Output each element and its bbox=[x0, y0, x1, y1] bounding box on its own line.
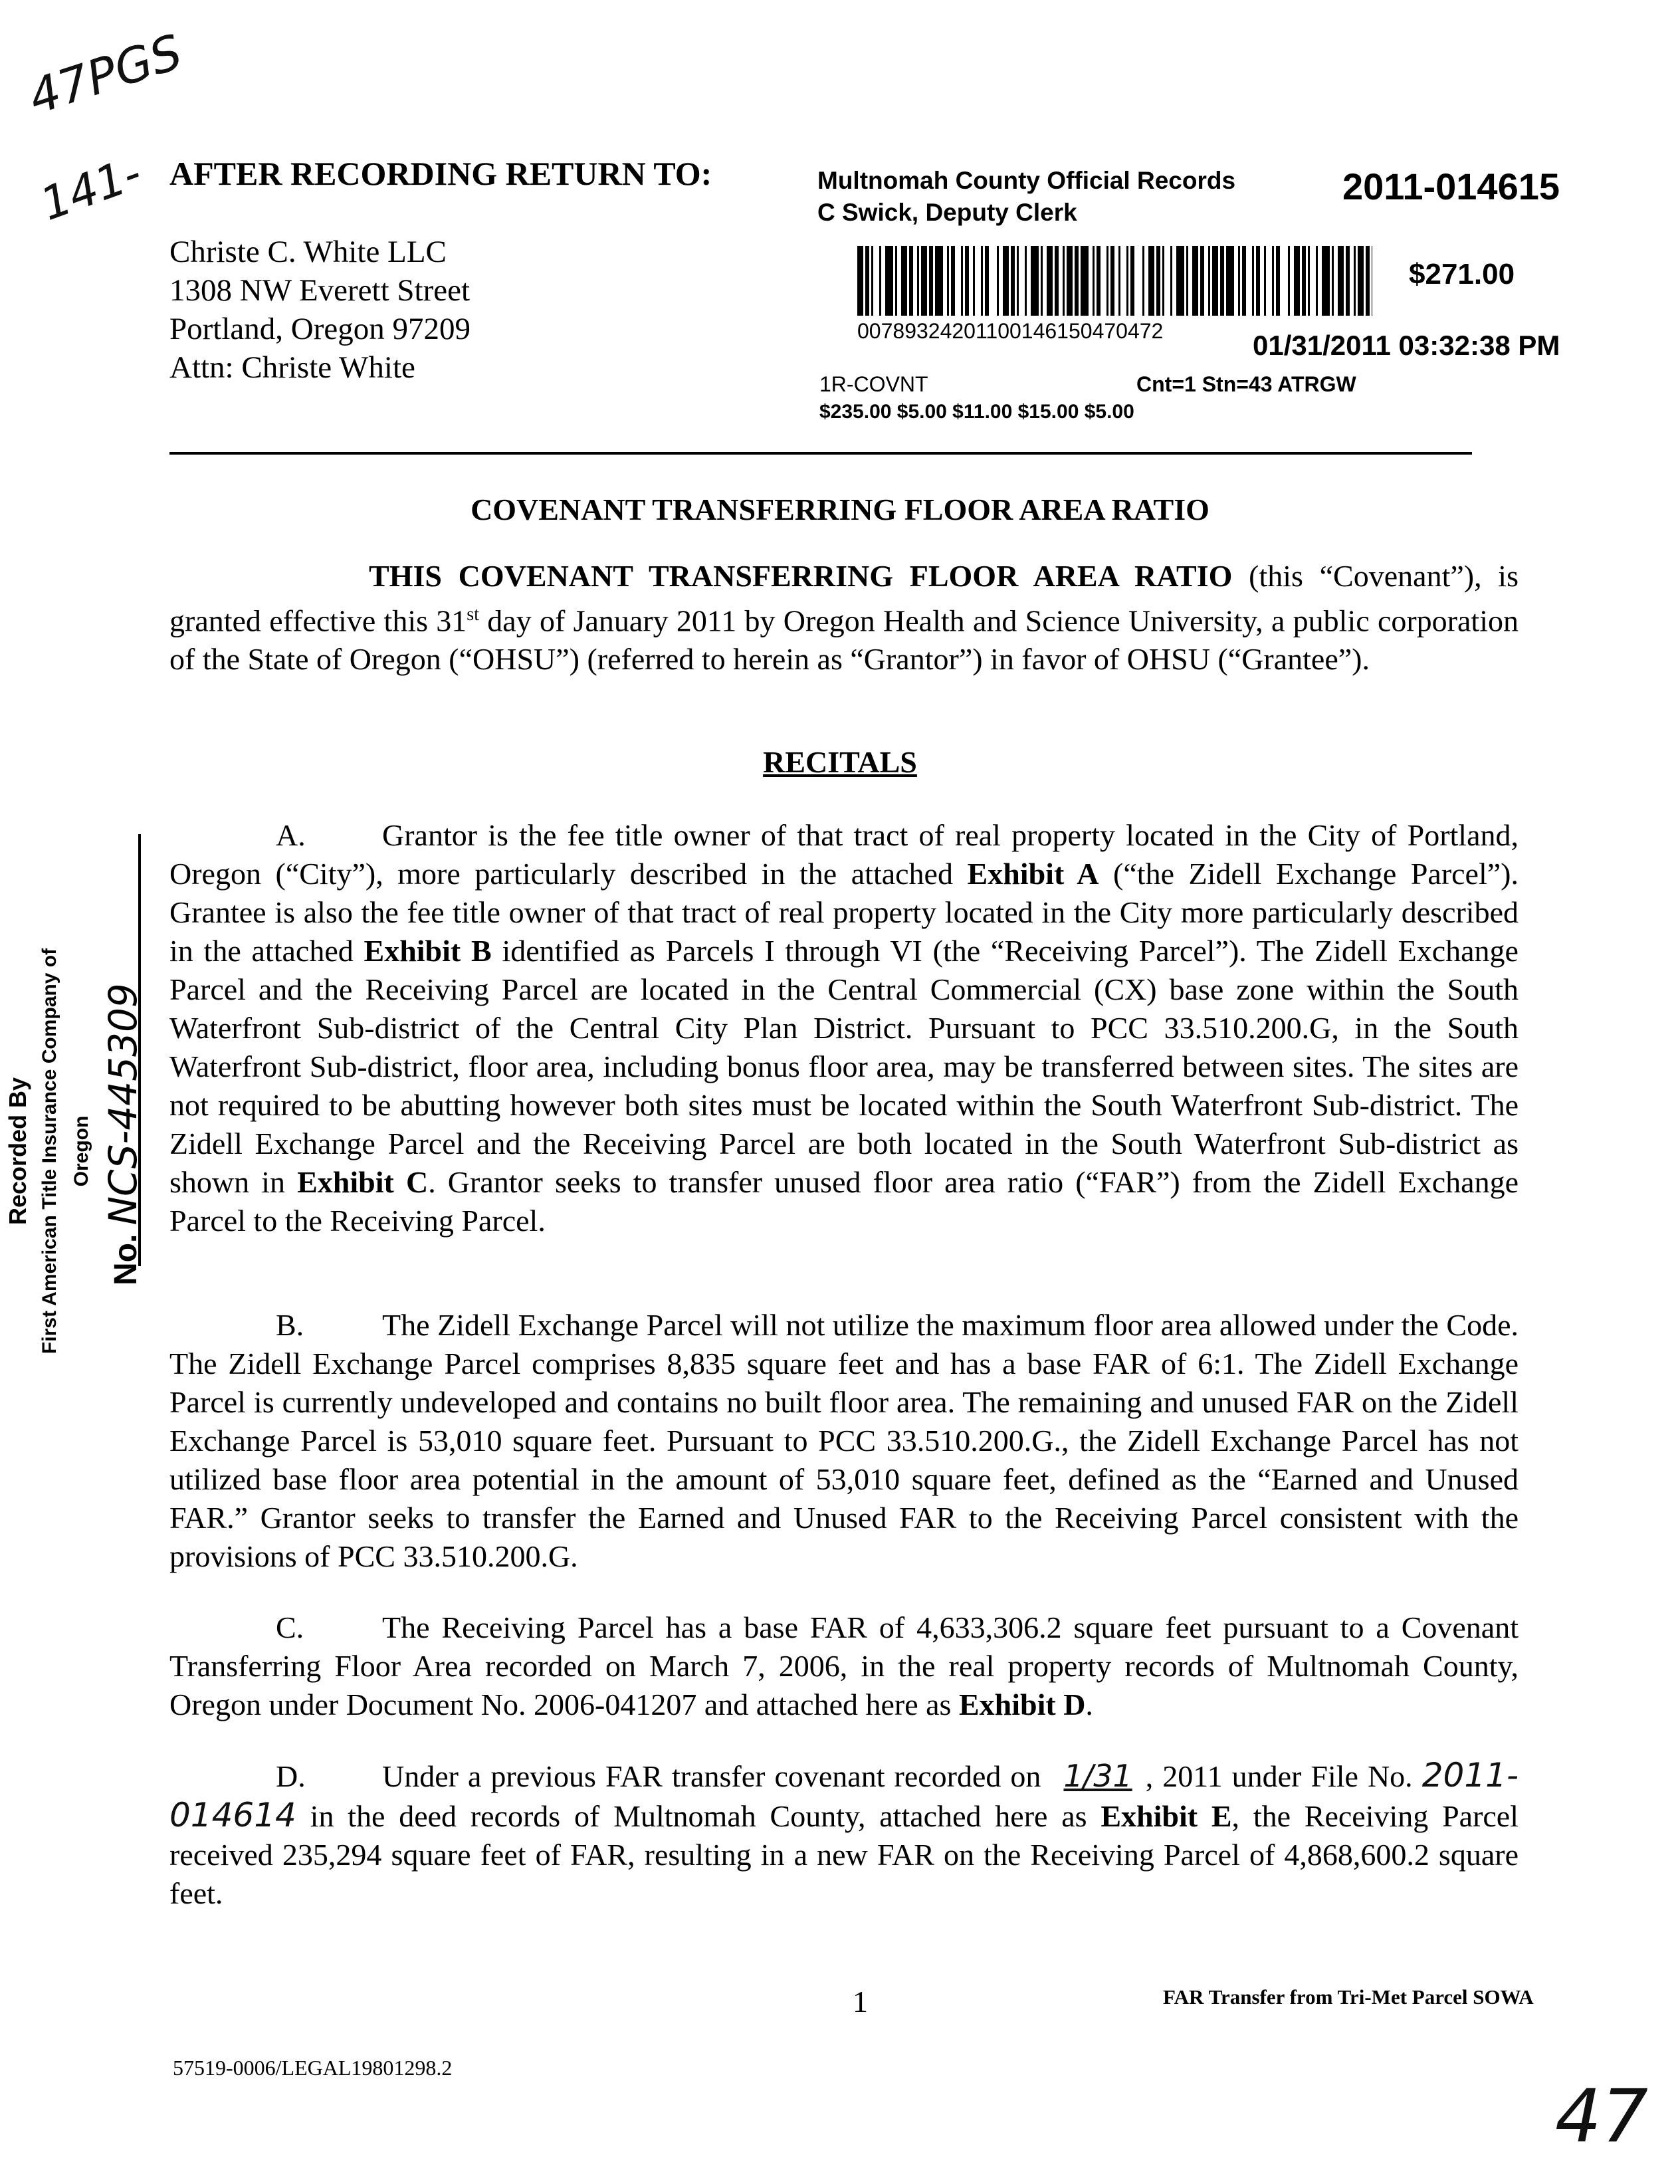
exhibit-ref: Exhibit E bbox=[1101, 1799, 1232, 1833]
exhibit-ref: Exhibit D bbox=[958, 1688, 1086, 1721]
exhibit-ref: Exhibit A bbox=[967, 857, 1099, 891]
recital-text: . Grantor seeks to transfer unused floor area ratio (“FAR”) from the Zidell Exchange Parcel to the Receiving Parcel. bbox=[169, 1165, 1519, 1238]
handwritten-note: 141- bbox=[34, 146, 149, 232]
handwritten-file-number: 2011-014614 bbox=[169, 1756, 1519, 1834]
recording-fee: $271.00 bbox=[1409, 258, 1515, 290]
recital-label: A. bbox=[276, 818, 306, 852]
intro-paragraph bbox=[169, 557, 1519, 679]
recital-text: in the deed records of Multnomah County, attached here as bbox=[296, 1799, 1101, 1833]
footer-title: FAR Transfer from Tri-Met Parcel SOWA bbox=[1163, 1985, 1534, 2009]
intro-text: (this “Covenant”), is granted effective this 31 bbox=[169, 559, 1519, 638]
return-line: Portland, Oregon 97209 bbox=[169, 312, 471, 346]
barcode-digits: 00789324201100146150470472 bbox=[857, 319, 1164, 343]
recording-office bbox=[817, 165, 1235, 229]
recitals-heading: RECITALS bbox=[763, 745, 917, 779]
recital-text: Grantor is the fee title owner of that tract of real property located in the City of Portland, Oregon (“City”), more particularly described in the attached bbox=[169, 818, 1519, 891]
recital-c bbox=[169, 1608, 1519, 1724]
recording-doc-type: 1R-COVNT bbox=[819, 372, 928, 396]
recital-text: , the Receiving Parcel received 235,294 square feet of FAR, resulting in a new FAR on the Receiving Parcel of 4,868,600.2 square feet. bbox=[169, 1799, 1519, 1910]
recital-d bbox=[169, 1756, 1519, 1913]
page-number: 1 bbox=[853, 1985, 868, 2019]
recital-text: (“the Zidell Exchange Parcel”). Grantee is also the fee title owner of that tract of real property located in the City more particularly described in the attached bbox=[169, 857, 1519, 968]
return-line: 1308 NW Everett Street bbox=[169, 273, 471, 308]
handwritten-page-mark: 47 bbox=[1555, 2074, 1648, 2159]
recording-number: 2011-014615 bbox=[1342, 165, 1560, 207]
recital-text: The Receiving Parcel has a base FAR of 4,633,306.2 square feet pursuant to a Covenant Transferring Floor Area recorded on March 7, 2006, in the real property records of Multnomah County, Oregon under Document No. 2006-041207 and attached here as bbox=[169, 1610, 1519, 1721]
recording-fee-breakdown: $235.00 $5.00 $11.00 $15.00 $5.00 bbox=[819, 401, 1134, 423]
barcode-graphic bbox=[857, 246, 1372, 316]
recording-clerk: C Swick, Deputy Clerk bbox=[817, 199, 1077, 226]
recital-text: , 2011 under File No. bbox=[1145, 1759, 1422, 1793]
recital-text: . bbox=[1085, 1688, 1093, 1721]
recital-text: The Zidell Exchange Parcel will not utilize the maximum floor area allowed under the Code. The Zidell Exchange Parcel comprises 8,835 square feet and has a base FAR of 6:1. The Zidell Exchange Parcel is currently undeveloped and contains no built floor area. The remaining and unused FAR on the Zidell Exchange Parcel is 53,010 square feet. Pursuant to PCC 33.510.200.G., the Zidell Exchange Parcel has not utilized base floor area potential in the amount of 53,010 square feet, defined as the “Earned and Unused FAR.” Grantor seeks to transfer the Earned and Unused FAR to the Receiving Parcel consistent with the provisions of PCC 33.510.200.G. bbox=[169, 1308, 1519, 1573]
recording-office-name: Multnomah County Official Records bbox=[817, 167, 1236, 194]
recital-label: C. bbox=[276, 1610, 304, 1644]
recording-counts: Cnt=1 Stn=43 ATRGW bbox=[1136, 372, 1356, 396]
return-line: Christe C. White LLC bbox=[169, 235, 447, 269]
recital-label: B. bbox=[276, 1308, 304, 1342]
document-title: COVENANT TRANSFERRING FLOOR AREA RATIO bbox=[471, 492, 1209, 526]
recital-b bbox=[169, 1306, 1519, 1576]
intro-text: day of January 2011 by Oregon Health and Science University, a public corporation of the State of Oregon (“OHSU”) (referred to herein as “Grantor”) in favor of OHSU (“Grantee”). bbox=[169, 603, 1519, 677]
header-rule bbox=[169, 452, 1472, 455]
stamp-no-label: No. bbox=[108, 1234, 144, 1285]
exhibit-ref: Exhibit B bbox=[364, 934, 492, 968]
stamp-recorded-by: Recorded By bbox=[4, 1077, 31, 1226]
stamp-no-value: NCS-445309 bbox=[100, 983, 146, 1226]
handwritten-date: 1/31 bbox=[1063, 1758, 1132, 1794]
recital-text: identified as Parcels I through VI (the “Receiving Parcel”). The Zidell Exchange Parcel and the Receiving Parcel are located in the Central Commercial (CX) base zone within the South Waterfront Sub-district of the Central City Plan District. Pursuant to PCC 33.510.200.G, in the South Waterfront Sub-district, floor area, including bonus floor area, may be transferred between sites. The sites are not required to be abutting however both sites must be located within the South Waterfront Sub-district. The Zidell Exchange Parcel and the Receiving Parcel are both located in the South Waterfront Sub-district as shown in bbox=[169, 934, 1519, 1199]
stamp-company: First American Title Insurance Company of Oregon bbox=[39, 948, 92, 1355]
intro-bold: THIS COVENANT TRANSFERRING FLOOR AREA RATIO bbox=[369, 559, 1233, 593]
return-heading: AFTER RECORDING RETURN TO: bbox=[169, 155, 712, 192]
document-id: 57519-0006/LEGAL19801298.2 bbox=[173, 2056, 453, 2080]
recording-datetime: 01/31/2011 03:32:38 PM bbox=[1253, 330, 1560, 361]
exhibit-ref: Exhibit C bbox=[297, 1165, 429, 1199]
recital-text: Under a previous FAR transfer covenant recorded on bbox=[382, 1759, 1051, 1793]
recital-label: D. bbox=[276, 1759, 306, 1793]
handwritten-page-count: 47PGS bbox=[21, 23, 189, 126]
intro-ordinal: st bbox=[467, 604, 479, 625]
return-line: Attn: Christe White bbox=[169, 350, 415, 385]
recital-a bbox=[169, 816, 1519, 1240]
